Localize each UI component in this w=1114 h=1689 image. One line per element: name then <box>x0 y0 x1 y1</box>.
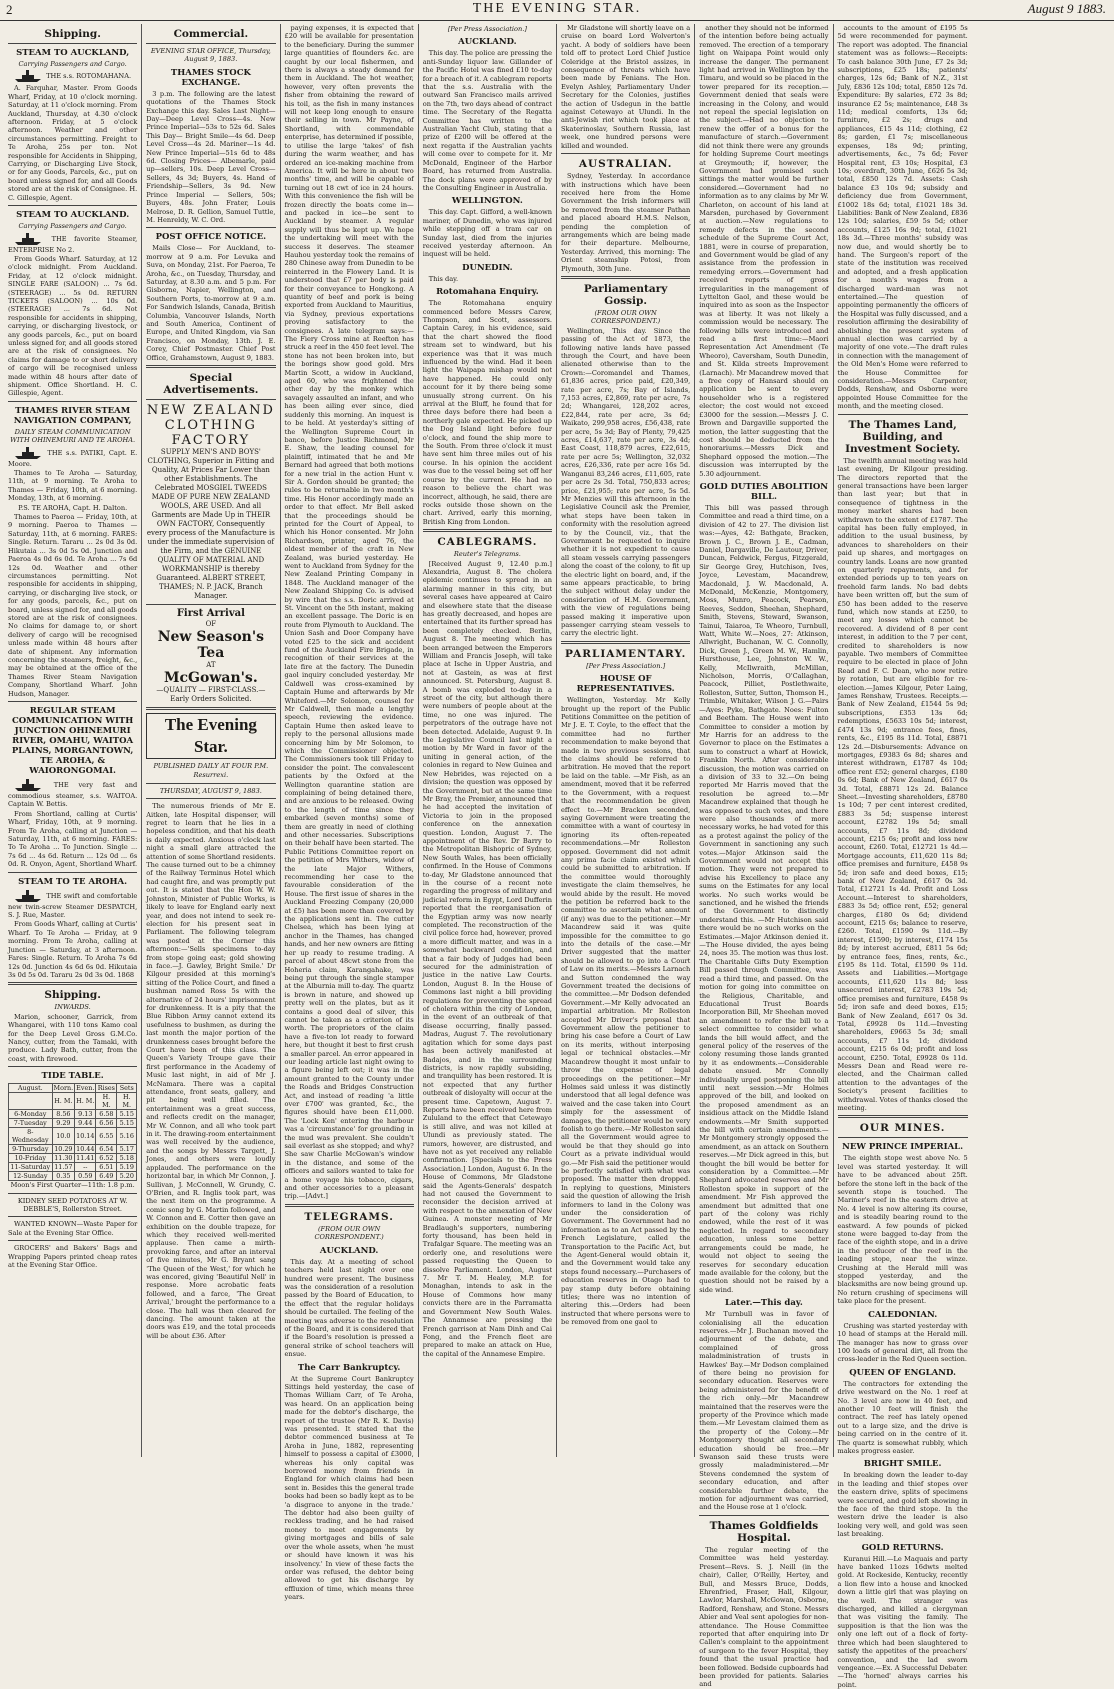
news-body: accounts to the amount of £195 5s 5d were recommended for payment. The report was adopted. The financial statement was as follows:—Receipts: To cash balance 30th June, £7 2s 3d; subscriptions, £25 18s; patients' charges, 12s 6d; Bank of N.Z., 31st July, £836 12s 10d; total, £850 12s 7d. Expenditure: By salaries, £72 3s 8d; insurance £2 5s; maintenance, £48 3s 11d; medical comforts, 13s 6d; furniture, £2 2s; drugs and appliances, £15 4s 11d; clothing, £2 8s; garden, £1 7s; miscellaneous expenses, 18s 9d; printing, advertisements, &c., 7s 6d; Fever Hospital rent, £3 10s; Hospital, £3 10s; overdraft, 30th June, £626 5s 3d; total, £850 12s 7d. Assets: Cash balance £3 10s 9d; subsidy and deficiency due from Government, £1002 18s 6d; total, £1021 18s 3d. Liabilities: Bank of New Zealand, £836 12s 10d; salaries, £59 5s 5d; other accounts, £125 16s 9d; total, £1021 18s 3d.—Three months' subsidy was now due, and would shortly be to hand. The Surgeon's report of the state of the institution was received and adopted, and a fresh application for a month's wages from a discharged ward-man was not entertained.—The question of appointing permanently the officers of the Hospital was fully discussed, and a resolution affirming the desirability of abolishing the present system of annual election was carried by a majority of one vote.—The draft rules in connection with the management of the Old Men's Home were referred to the House Committee for consideration.—Messrs Carpenter, Dodds, Renshaw, and Osborne were appointed House Committee for the month, and the meeting closed. <box>837 24 968 411</box>
news-body: another they should not be informed of the intention before being actually removed. The erection of a temporary light on Waipapa Point would only increase the danger. The permanent light had arrived in Wellington by the Timaru, and would so be placed in the tower prepared for its reception.—Government denied that seals were increasing in the Colony, and would not repeal the special legislation on the subject.—Had no objection to renew the offer of a bonus for the manufacture of starch.—Government did not think there were any grounds for holding Supreme Court meetings at Greymouth; if, however, the Government had promised such sittings the matter would be further considered.—Government had no information as to any claims by Mr W. Charleton, on account of his land at Marsden, purchased by Government at auction.—New regulations to remedy defects in the second schedule of the Supreme Court Act, 1881, were in course of preparation, and Government would be glad of any assistance from the profession in remedying errors.—Government had received reports of gross irregularities in the management of Lyttelton Gaol, and these would be inquired into as soon as the Inspector was at liberty. It was not likely a commission would be necessary. The following bills were introduced and read a first time:—Maori Representation Act Amendment (Te Wheoro), Caversham, South Dunedin, and St. Kilda streets Improvement (Larnach). Mr Macandrew moved that a free copy of Hansard should on application be sent to every householder who is a registered elector; the cost would not exceed £3000 for the session.—Messrs J. C. Brown and Dargaville supported the motion, the latter suggesting that the cost should be deducted from the honorariums.—Messrs Dick and Shephard opposed the motion.—The discussion was interrupted by the 5.30 adjournment. <box>699 24 829 478</box>
building-society-heading: The Thames Land, Building, and Investment Society. <box>845 418 961 455</box>
newspaper-title: THE EVENING STAR. <box>472 1 642 16</box>
divider <box>838 1137 968 1138</box>
ad-heading: STEAM TO TE AROHA. <box>18 876 128 887</box>
tide-cell: -- <box>75 1163 96 1172</box>
column-3 <box>281 24 419 1602</box>
mine-heading: QUEEN OF ENGLAND. <box>849 1367 957 1378</box>
paper-publication-note: PUBLISHED DAILY AT FOUR P.M. <box>153 762 269 770</box>
tide-row <box>9 1128 137 1145</box>
article-heading: Rotomahana Enquiry. <box>436 287 539 298</box>
news-body: Wellington, Yesterday. Mr Kelly brought up the report of the Public Petitions Committee on the petition of Mr J. E. T. Coyle, to the effect that the committee had no further recommendation to make beyond that made in two previous sessions, that the claims should be referred to arbitration. He moved that the report be laid on the table. —Mr Fish, as an amendment, moved that it be referred to the Government, with a request that the recommendation be given effect to.—Mr Bracken seconded, saying Government were treating the committee with a want of courtesy in ignoring its often-repeated recommendations.—Mr Rolleston opposed. Government did not admit any prima facie claim existed which could be submitted to arbitration. If the committee would thoroughly investigate the claim themselves, he would abide by the result. He moved the petition be referred back to the committee to ascertain what amount (if any) was due to the petitioner.—Mr Macandrew said it was quite impossible for the committee to go into the details of the case.—Mr Driver suggested that the matter should be allowed to go into a Court of Law on its merits.—Messrs Larnach and Sutton condemned the way Government treated the decisions of the committee.—Mr Dodson defended Government.—Mr Kelly advocated an impartial arbitration. Mr Rolleston accepted Mr Driver's proposal that Government allow the petitioner to bring his case before a Court of Law on its merits, without interposing legal or technical obstacles.—Mr Macandrew thought it most unfair to throw the expense of legal proceedings on the petitioner.—Mr Holmes said unless it was distinctly understood that all legal defence was waived and the case taken into Court simply for the assessment of damages, the petitioner would be very foolish to go there.—Mr Rolleston said all the Government would agree to would be that they should go into Court as a private individual would go.—Mr Fish said the petitioner would be perfectly satisfied with what was proposed. The matter then dropped. In replying to questions, Ministers said the question of allowing the Irish informers to land in the Colony was under the consideration of Government. The Government had no information as to an Act passed by the French Legislature, called the Transportation to the Pacific Act, but the Agent-General would obtain it, and the Government would take any steps found necessary.—Purchasers of education reserves in Otago had to pay stamp duty before obtaining titles; there was no intention of altering this.—Orders had been instructed that where persons were to be removed from one gaol to <box>561 696 691 1327</box>
news-body: In breaking down the leader to-day in the leading and thief stopes over the eastern drive, splits of specimens were secured, and gold left showing in the face of the third stope. In the western drive the leader is also looking very well, and gold was seen last breaking. <box>837 1471 968 1539</box>
steamship-icon <box>14 778 42 792</box>
special-ads-heading: Special Advertisements. <box>163 372 259 396</box>
column-4 <box>419 24 557 1457</box>
commercial-heading: Commercial. <box>173 28 249 40</box>
ad-subheading: Carrying Passengers and Cargo. <box>18 60 127 68</box>
tide-table <box>8 1083 137 1181</box>
ship-line <box>8 889 137 920</box>
steamship-icon <box>14 232 42 246</box>
tide-cell: 11.57 <box>52 1163 75 1172</box>
ad-heading: REGULAR STEAM COMMUNICATION WITH JUNCTION OHINEMURI RIVER, OMAHU, WAITOA PLAINS, MORGANTOWN, TE AROHA, & WAIORONGOMAI. <box>11 706 134 776</box>
news-body: The regular meeting of the Committee was held yesterday. Present—Revs. S. J. Neill (in the chair), Caller, O'Reilly, Hertey, and Bull, and Messrs Bruce, Dodds, Ehrenfried, Fraser, Hall, Kilgour, Lawlor, Marshall, McGowan, Osborne, Radford, Renshaw, and Stone. Messrs Abier and Veal sent apologies for non-attendance. The House Committee reported that after enquiring into Dr Callen's complaint to the appointment of surgeon to the fever Hospital, they found that the usual practice had been followed. Bedside cupboards had been provided for patients. Salaries and <box>699 1545 829 1689</box>
tide-subheader-cell <box>9 1093 53 1110</box>
news-body: The eighth stope west above No. 5 level was started yesterday. It will have to be advanced about 25ft. before the stone left in the back of the seventh stope is touched. The Mariner's reef in the eastern drive at No. 4 level is now altering its course, and is steadily bearing round to the eastward. A few pounds of picked stone were bagged to-day from the face of the eighth stope, and in a drive in the producer of the reef in the leading stope, near the winze. Crushing at the Herald mill was stopped yesterday, and the blacksmiths are now being ground up. No return crushing of specimens will take place for the present. <box>837 1154 968 1306</box>
ad-subheading: Carrying Passengers and Cargo. <box>18 222 127 231</box>
divider <box>8 1193 137 1194</box>
tide-cell: 11.30 <box>52 1154 75 1163</box>
ad-line: Early Orders Solicited. <box>170 695 252 703</box>
dateline-heading: DUNEDIN. <box>462 262 513 273</box>
shipping-body: Marion, schooner, Garrick, from Whangarei, with 110 tons Kamo coal for the Deep Level Gross G.M.Co. Nancy, cutter, from the Tamaki, with produce. Lady Bath, cutter, from the coast, with firewood. <box>8 1012 138 1063</box>
tide-cell: 6.56 <box>96 1119 117 1128</box>
tide-cell: 5.15 <box>117 1119 137 1128</box>
news-body: [Received August 9, 12.40 p.m.] Alexandria, August 8. The cholera epidemic continues to spread in an alarming manner in this city, but several cases have appeared at Cairo and elsewhere state that the disease has greatly decreased, and hopes are entertained that its further spread has been completely checked. Berlin, August 8. The meeting which has been arranged between the Emperors William and Francis Joseph, will take place at Ische in Upper Austria, and not at Gastein, as was at first announced. St. Petersburg, August 8. A bomb was exploded to-day in a street of the city, but although there were numbers of people about at the time, no one was injured. The perpetrators of the outrage have not been detected. Adelaide, August 9. In the Legislative Council last night a motion by Mr Ward in favor of the uniting in general action, of the colonies in regard to New Guinea and New Hebrides, was rejected on a division; the question was opposed by the Government, but at the same time Mr Bray, the Premier, announced that he had accepted the invitation of Victoria to join in the proposed conference on the annexation question. London, August 7. The appointment of the Rev. Dr Barry to the Metropolitan Bishopric of Sydney, New South Wales, has been officially confirmed. In the House of Commons to-day, Mr Gladstone announced that in the course of a recent note regarding the progress of military and judicial reform in Egypt, Lord Dufferin reported that the reorganisation of the Egyptian army was now nearly completed. The reconstruction of the civil police force had, however, proved a more difficult matter, and was in a somewhat backward condition, and that a fair body of Judges had been secured for the administration of justice in the native Law Courts. London, August 8. In the House of Commons last night a bill providing regulations for preventing the spread of cholera within the city of London, in the event of an outbreak of that disease occurring, finally passed. Madras, August 7. The revolutionary agitation which for some days past has been actively manifested at Badajos, and in the surrounding districts, is now rapidly subsiding, and tranquility has been restored. It is not expected that any further outbreak of disloyalty will occur at the present time. Capetown, August 7. Reports have been received here from Zululand to the effect that Cetewayo is still alive, and was not killed at Ulundi as previously stated. The rumors, however, are distrusted, and have not as yet received any reliable confirmation. [Specials to the Press Association.] London, August 6. In the House of Commons, Mr Gladstone said the Agents-Generals' despatch had not caused the Government to reconsider the decision arrived at with respect to the annexation of New Guinea. A monster meeting of Mr Bradlaugh's supporters, numbering forty thousand, has been held in Trafalgar Square. The meeting was an orderly one, and resolutions were passed requesting the Queen to dissolve Parliament. London, August 7. Mr T. M. Healey, M.P. for Monaghan, intends to ask in the House of Commons how many convicts there are in the Parramatta and Government New South Wales. The Annamese are pressing the French garrison at Nam Dinh and Cai Fong, and the French fleet are prepared to make an attack on Hue, the capital of the Annamese Empire. <box>422 559 552 1358</box>
steamship-icon <box>14 69 42 83</box>
ad-line: OF <box>205 620 217 628</box>
inwards-heading: INWARDS. <box>54 1003 91 1012</box>
divider <box>8 401 137 402</box>
news-body: This day. At a meeting of school teachers held last night over one hundred were present. The business was the consideration of a resolution passed by the Board of Education, to the effect that the regular holidays should be curtailed. The feeling of the meeting was adverse to the resolution of the Board, and it is considered that if the Board's resolution is pressed a general strike of school teachers will ensue. <box>284 1257 414 1359</box>
moon-phase-note: Moon's First Quarter—11th: 1.8 p.m. <box>10 1181 135 1190</box>
news-body: The Rotomahana enquiry commenced before Messrs Carew, Thompson, and Scott, assessors. Captain Carey, in his evidence, said that the chart showed the flood stream set to windward, but his experience was that it was much influenced by the wind. Had it been light the Waipapa mishap would not have happened. He could only account for it by there being some unusually strong current. On his arrival at the Bluff, he found that for three days before there had been a northerly gale expected. He picked up the Dog Island light before four o'clock, and found the ship more to the South. From three o'clock it must have sent him three miles out of his course. In his opinion the accident was due to the vessel being set off her course by the current. He had no reason to believe the chart was incorrect, although, he said, there are rocks outside those shown on the chart. Arrived, early this morning, British King from London. <box>422 299 552 526</box>
column-7 <box>834 24 972 1689</box>
tide-table-body <box>9 1110 137 1181</box>
ad-body: From Goods Wharf, calling at Curtis' Wharf. To Te Aroha — Friday, at 9 morning. From Te Aroha, calling at Junction — Saturday, at 3 afternoon. Fares: Single. Return. To Aroha 7s 6d 12s 0d. Junction 4s 6d 6s 0d. Hikutaia 3s 0d 5s 0d. Tararu 2s 0d 3s 0d. 1868 <box>8 920 138 979</box>
news-body: At the Supreme Court Bankruptcy Sittings held yesterday, the case of Thomas William Carr, of Te Aroha, was heard. On an application being made for the debtor's discharge, the report of the trustee (Mr R. K. Davis) was presented. It stated that the debtor commenced business at Te Aroha in June, 1882, representing himself to possess a capital of £3000, whereas his only capital was borrowed money from friends in England for which claims had been sent in. Besides this the general trade books had been so badly kept as to be 'a disgrace to anyone in the trade.' The debtor had also been guilty of reckless trading, and he had raised money to meet engagements by giving mortgages and bills of sale over the whole assets, when 'he must or should have known it was his insolvency.' In view of these facts the order was refused, the debtor being allowed to get his discharge by effluxion of time, which means three years. <box>284 1374 414 1602</box>
divider <box>8 872 137 873</box>
steamship-icon <box>14 446 42 460</box>
tide-cell: 6.58 <box>96 1110 117 1119</box>
tea-ad <box>146 608 275 704</box>
tide-cell: 10-Friday <box>9 1154 53 1163</box>
divider <box>699 1515 828 1516</box>
steamship-icon <box>14 889 42 903</box>
tide-cell: 9-Thursday <box>9 1145 53 1154</box>
news-body: This day. <box>428 274 459 283</box>
tide-cell: 9.29 <box>52 1119 75 1128</box>
mine-heading: GOLD RETURNS. <box>861 1542 944 1553</box>
column-2 <box>142 24 280 1457</box>
tide-cell: 0.59 <box>75 1172 96 1181</box>
divider <box>423 529 552 532</box>
ad-body: Thames to Paeroa — Friday, 10th, at 9 morning. Paeroa to Thames — Saturday, 11th, at 6 morning. FARES: Single. Return. Tararu ... 2s 0d 3s 0d. Hikutaia ... 3s 0d 5s 0d. Junction and Paeroa 4s 0d 6s 0d. Te Aroha ... 7s 6d 12s 0d. Weather and other circumstances permitting. Not responsible for accidents in shipping, carrying, or discharging live stock, or for any goods, parcels, &c., put on board, unless signed for, and all goods stored are at the risk of consignees. No claims for damage to, or short delivery of cargo will be recognised unless made within 48 hours after date of shipment. Any information concerning the steamers, freight, &c., may be obtained at the office of the Thames River Steam Navigation Company, Shortland Wharf. John Hudson, Manager. <box>8 513 138 698</box>
dateline-heading: WELLINGTON. <box>451 196 523 207</box>
issue-date: August 9 1883. <box>1027 1 1106 16</box>
column-5 <box>557 24 695 1457</box>
ad-line: AT <box>206 661 216 669</box>
tide-cell: 5.20 <box>117 1172 137 1181</box>
hospital-heading: Thames Goldfields Hospital. <box>709 1519 819 1544</box>
parliamentary-heading: PARLIAMENTARY. <box>564 647 687 660</box>
classified-ad: GROCERS' and Bakers' Bags and Wrapping Papers printed cheap rates at the Evening Star Office. <box>8 1244 138 1269</box>
ad-line: First Arrival <box>176 608 245 619</box>
tide-cell: 9.44 <box>75 1119 96 1128</box>
ad-line: —QUALITY — FIRST-CLASS.— <box>156 686 266 694</box>
tide-cell: 11-Saturday <box>10 1163 51 1172</box>
mines-heading: OUR MINES. <box>859 1122 946 1135</box>
cablegrams-heading: CABLEGRAMS. <box>437 536 538 549</box>
divider <box>146 707 275 710</box>
divider <box>8 1066 137 1067</box>
tide-row <box>9 1172 137 1181</box>
news-body: This day. The police are pressing the anti-Sunday liquor law. Gillander of the Pacific Hotel was fined £10 to-day for a breach of it. A cablegram reports that the s.s. Australia with the outward San Francisco mails arrived on the 7th, two days ahead of contract time. The Secretary of the Regatta Committee has written to the Australian Yacht Club, stating that a prize of £200 will be offered at the next regatta if the Australian yachts will come over to compete for it. Mr McDonald, Engineer of the Harbor Board, has returned from Australia. The dock plans were approved of by the Consulting Engineer in Australia. <box>422 49 552 192</box>
tide-subheader-cell: H. M. <box>117 1093 137 1110</box>
paper-date: THURSDAY, AUGUST 9, 1883. <box>159 786 262 795</box>
exchange-heading: THAMES STOCK EXCHANGE. <box>170 67 251 88</box>
column-1 <box>4 24 142 1457</box>
press-association-tag: [Per Press Association.] <box>586 661 666 670</box>
tide-subheader-row <box>9 1093 137 1110</box>
masthead <box>0 0 1114 21</box>
divider <box>146 783 275 784</box>
divider <box>8 43 137 44</box>
ad-body: A. Farquhar, Master. From Goods Wharf, Friday, at 10 o'clock morning. Saturday, at 11 o'clock morning. From Auckland, Thursday, at 4.30 o'clock afternoon. Friday, at 5 o'clock afternoon. Weather and other circumstances permitting. Freight to Te Aroha, 25s per ton. Not responsible for Accidents in Shipping, Carrying, or Discharging Live Stock, or for any Goods, Parcels, &c., put on board unless signed for, and all Goods stored are at the risk of Consignee. H. C. Gillespie, Agent. <box>8 84 138 202</box>
press-association-tag: [Per Press Association.] <box>447 25 527 33</box>
tide-header-cell: August. <box>9 1084 53 1093</box>
divider <box>838 1115 968 1118</box>
paper-motto: Resurrexi. <box>193 771 229 780</box>
ad-line: New Season's Tea <box>157 629 265 661</box>
tide-cell: 9.13 <box>75 1110 96 1119</box>
article-heading: The Carr Bankruptcy. <box>297 1362 401 1373</box>
ship-name: THE favorite Steamer, ENTERPRISE No 2. <box>8 234 138 254</box>
divider <box>146 399 275 400</box>
gossip-source: (FROM OUR OWN CORRESPONDENT.) <box>590 308 661 326</box>
tide-row <box>9 1163 137 1172</box>
ship-line <box>8 446 137 468</box>
tide-row <box>9 1110 137 1119</box>
ad-heading: THAMES RIVER STEAM NAVIGATION COMPANY, <box>13 405 132 426</box>
ad-line: McGowan's. <box>164 670 258 686</box>
mine-heading: CALEDONIAN. <box>868 1309 938 1320</box>
news-body: The twelfth annual meeting was held last evening, Dr Kilgour presiding. The directors reported that the general transactions have been larger than last year; but that in consequence of tightness in the money market shares had been withdrawn to the extent of £1787. The capital has been fully employed, in addition to the usual business, by advances to shareholders on their paid up shares, and mortgages on country lands. Loans are now granted on quarterly repayments, and for extended periods up to ten years on freehold farm lands. No bad debts have been written off, but the sum of £50 has been added to the reserve fund, which now stands at £250, to meet any losses which cannot be recovered. A dividend of 8 per cent interest, in addition to the 7 per cent, credited to shareholders is now payable. Two members of Committee require to be elected in place of John Read and F. C. Dean, who now retire by rotation, but are eligible for re-election.—James Kilgour, Peter Laing, James Renshaw, Trustees. Receipts.—Bank of New Zealand, £1544 5s 9d; subscriptions, £353 13s 6d; redemptions, £5633 10s 5d; interest, £474 13s 9d; entrance fees, fines, rents, &c., £195 8s 11d. Total, £8871 12s 2d.—Disbursements: Advance on mortgages, £9383 6s 8d; shares and interest withdrawn, £1787 4s 10d; office rent £52; general charges, £180 0s 6d; Bank of New Zealand, £617 0s 3d. Total, £8871 12s 2d. Balance Sheet.—Investing shareholders, £8780 1s 10d; 7 per cent interest credited, £883 3s 5d; suspense interest account, £2782 19s 5d; small accounts, £7 11s 8d; dividend account, £215 6s; profit and loss new account, £260. Total, £12721 1s 4d.—Mortgage accounts, £11,620 11s 8d; office premises and furniture, £458 9s 5d; iron safe and deed boxes, £15; bank of New Zealand, £617 0s 3d. Total, £12721 1s 4d. Profit and Loss Account.—Interest to shareholders, £883 3s 5d; office rent, £52; general charges, £180 0s 6d; dividend account, £215 6s; balance to reserve, £260. Total, £1590 9s 11d.—By interest, £1590; by interest, £174 15s 8d; by interest accrued, £811 5s 6d; by entrance fees, fines, rents, &c., £195 8s 11d. Total, £1590 9s 11d. Assets and Liabilities.—Mortgage accounts, £11,620 11s 8d; less unsecured interest, £2783 19s 5d; office premises and furniture, £458 9s 5d; iron safe and deed boxes, £15; Bank of New Zealand, £617 0s 3d. Total, £9928 0s 11d.—Investing shareholders, £9663 5s 3d; small accounts, £7 11s 1d; dividend account, £215 6s 0d; profit and loss account, £250. Total, £9928 0s 11d. Messrs Dean and Read were re-elected, and the Chairman called attention to the advantages of the Society's present facilities to withdrawal. Votes of thanks closed the meeting. <box>837 456 968 1112</box>
ad-body: Thames to Te Aroha — Saturday, 11th, at 9 morning. Te Aroha to Thames — Friday, 10th, at 6 morning. Monday, 13th, at 6 morning. <box>8 469 138 503</box>
office-dateline: EVENING STAR OFFICE, Thursday, August 9, 1883. <box>150 47 271 64</box>
tide-cell: 5.18 <box>117 1154 137 1163</box>
tide-cell: 6.55 <box>96 1128 117 1145</box>
column-6 <box>695 24 833 1689</box>
ship-line <box>8 778 137 809</box>
divider <box>8 1216 137 1217</box>
divider <box>285 1204 414 1207</box>
tide-row <box>9 1119 137 1128</box>
tide-cell: 7-Tuesday <box>9 1119 53 1128</box>
news-body: This day. Capt. Gifford, a well-known mariner, of Dunedin, who was injured while stepping off a tram car on Sunday last, died from the injuries received yesterday afternoon. An inquest will be held. <box>422 208 552 259</box>
ad-subheading: DAILY STEAM COMMUNICATION WITH OHINEMURI AND TE AROHA. <box>10 427 136 445</box>
tide-row <box>9 1145 137 1154</box>
page-number: 2 <box>6 2 13 17</box>
later-heading: Later.—This day. <box>724 1298 803 1309</box>
page-columns <box>4 24 1110 1689</box>
tide-header-cell: Even. <box>76 1084 95 1093</box>
tide-subheader-cell: H. M. <box>96 1093 117 1110</box>
australian-heading: AUSTRALIAN. <box>578 158 673 171</box>
telegrams-source: (FROM OUR OWN CORRESPONDENT.) <box>314 1224 384 1242</box>
divider <box>146 227 275 228</box>
divider <box>146 604 275 605</box>
news-body: Wellington, This day. Since the passing of the Act of 1873, the following native lands have passed through the Court, and have been alienated otherwise than to the Crown:—Coromandel and Thames, 61,836 acres, price paid, £20,349, rate per acre, 7s; Bay of Islands, 7,153 acres, £2,869, rate per acre, 7s 2d; Whangarei, 128,202 acres, £22,844, rate per acre, 3s 6d; Waikato, 299,958 acres, £56,438, rate per acre, 5s 3d; Bay of Plenty, 79,425 acres, £14,637, rate per acre, 3s 4d; East Coast, 118,879 acres, £22,615, rate per acre 5s; Wellington, 32,032 acres, £26,336, rate per acre 16s 5d. Wanganui 83,246 acres, £11,605, rate per acre 2s 3d. Total, 750,833 acres; price, £21,955; rate per acre, 5s 5d. Mr Menzies will this afternoon in the Legislative Council ask the Premier, what steps have been taken in conformity with the resolution agreed to by the Council, viz., that the Government be requested to inquire whether it is not expedient to cause all steam vessels carrying passengers along the coast of the colony, to fit up the electric light on board, and, if the same appears practicable, to bring the subject without delay under the consideration of H.M. Government, with the view of regulations being passed making it imperative upon passenger carrying steam vessels to carry the electric light. <box>561 326 691 638</box>
divider <box>561 153 690 154</box>
post-office-heading: POST OFFICE NOTICE. <box>155 232 267 243</box>
tide-header-cell: Rises <box>97 1084 115 1093</box>
tide-row <box>9 1154 137 1163</box>
ship-name: THE s.s. ROTOMAHANA. <box>46 72 132 81</box>
telegrams-heading: TELEGRAMS. <box>304 1210 394 1223</box>
tide-cell: 10.0 <box>52 1128 75 1145</box>
gossip-heading: Parliamentary Gossip. <box>583 282 668 307</box>
post-office-body: Mails Close— For Auckland, to-morrow at 9 a.m. For Levuka and Suva, on Monday, 21st. For Paeroa, Te Aroha, &c., on Tuesday, Thursday, and Saturday, at 8.30 a.m. and 5 p.m. For Gisborne, Napier, Wellington, and Southern Ports, to-morrow at 9 a.m. For Sandwich Islands, Canada, British Columbia, Vancouver Islands, North and South America, Continent of Europe, and United Kingdom, via San Francisco, on Monday, 13th. J. E. Corey, Chief Postmaster. Chief Post Office, Grahamstown, August 9, 1883. <box>146 244 276 362</box>
news-body: The numerous friends of Mr E. Aitken, late Hospital dispenser, will regret to learn that he lies in a hopeless condition, and that his death is daily expected. Anxious o'clock last night a small glare attracted the attention of some Shortland residents. The cause turned out to be a chimney of the Railway Terminus Hotel which had caught fire, and was promptly put out. It is stated that the Hon W. W. Johnston, Minister of Public Works, is likely to leave for England early next year, and does not intend to seek re-election for his present seat in Parliament. The following telegram was posted at the Corner this afternoon:—'Sells specimens to-day from stope going east; gold showing in face.—J. Gawley, Bright Smile.' Dr Kilgour presided at this morning's sitting of the Police Court, and fined a bushman named Ross 5s with the alternative of 24 hours' imprisonment for drunkenness. It is a pity that the Blue Ribbon Army cannot extend its usefulness to bushmen, as during the last month the major portion of the drunkenness cases brought before the Court have been of this class. The Queen's Variety Troupe gave their first performance in the Academy of Music last night, in aid of Mr J. McNamara. There was a capital attendance, front seats, gallery, and pit being well filled. The entertainment was a great success, and reflects credit on the manager, Mr W. Connon, and all who took part in it. The drawing-room entertainment was well received by the audience, and the songs by Messrs Targett, J. Jones, and others were loudly applauded. The performance on the horizontal bar, in which Mr Connon, J. Sullivan, J. McConnell, W. Grundy, C. O'Brien, and R. Inglis took part, was the next item on the programme. A comic song by G. Martin followed, and W. Connon and E. Cotter then gave an exhibition on the double trapeze, for which they received well-merited applause. Then came a mirth-provoking farce, and after an interval of five minutes, Mr G. Bryant sang 'The Queen of the West,' for which he was encored, giving 'Beautiful Nell' in response. More acrobatic feats followed, and a farce, 'The Great Arrival,' brought the performance to a close. The hall was then cleared for dancing. The amount taken at the doors was £19, and the total proceeds will be about £36. After <box>146 802 276 1340</box>
shipping-heading: Shipping. <box>44 28 101 40</box>
tide-cell: 10.29 <box>52 1145 75 1154</box>
news-body: Sydney, Yesterday. In accordance with instructions which have been received here from the Home Government the Irish informers will be removed from the steamer Pathan and placed aboard H.M.S. Nelson, pending the completion of arrangements which are being made for their departure. Melbourne, Yesterday. Arrived, this morning: The Orient steamship Potosi, from Plymouth, 30th June. <box>561 172 691 273</box>
dateline-heading: AUCKLAND. <box>319 1245 379 1256</box>
tide-header-cell: Morn. <box>53 1084 74 1093</box>
tide-cell: 6-Monday <box>9 1110 53 1119</box>
ship-line <box>8 232 137 254</box>
reuter-tag: Reuter's Telegrams. <box>453 550 521 559</box>
shipping-heading: Shipping. <box>44 989 101 1002</box>
ad-body: From Goods Wharf. Saturday, at 12 o'clock midnight. From Auckland. Friday, at 12 o'clock midnight. SINGLE FARE (SALOON) ... 7s 6d. (STEERAGE) ... 5s 0d. RETURN TICKETS (SALOON) ... 10s 0d. (STEERAGE) ... 7s 6d. Not responsible for accidents in shipping, carrying, or discharging livestock, or any goods parcels, &c., put on board unless signed for, and all goods stored are at the risk of consignees. No claims for damage to or short delivery of cargo will be recognised unless made within 48 hours after date of shipment. Office Shortland. H. C. Gillespie, Agent. <box>8 254 138 398</box>
classified-ad: KIDNEY SEED POTATOES AT W. DEBBLE'S, Rollerston Street. <box>17 1196 128 1213</box>
bill-heading: GOLD DUTIES ABOLITION BILL. <box>699 481 829 502</box>
divider <box>146 365 275 368</box>
news-body: The contractors for extending the drive westward on the No. 1 reef at No. 3 level are now in 40 feet, and another 10 feet will finish the contract. The reef has lately opened out to a large size, and the drive is being carried on in the centre of it. The quartz is somewhat rubbly, which makes progress easier. <box>837 1379 968 1455</box>
tide-cell: 10.44 <box>76 1145 95 1154</box>
ad-body: SUPPLY MEN'S AND BOYS' CLOTHING, Superior in Fitting and Quality, At Prices Far Lower than other Establishments. The Celebrated MOSGIEL TWEEDS MADE OF PURE NEW ZEALAND WOOLS, ARE USED. And all Garments are Made Up in THEIR OWN FACTORY, Consequently every process of the Manufacture is under the immediate supervision of the Firm, and the GENUINE QUALITY OF MATERIAL AND WORKMANSHIP is thereby Guaranteed. ALBERT STREET, THAMES; N. P. JACK, Branch Manager. <box>146 448 275 600</box>
divider <box>8 982 137 985</box>
house-heading: HOUSE OF REPRESENTATIVES. <box>576 674 675 695</box>
news-body: Kuranui Hill.—Le Maquais and party have banked 11ozs 16dwts melted gold. At Rockeside, Kentucky, recently a lion flew into a house and knocked down a little girl that was playing on the well. The stranger was discharged, and killed a clergyman that was visiting the family. The supposition is that the lion was the only one left out of a flock of forty-three which had been slaughtered to satisfy the appetites of the preachers' convention, and the lad sworn vengeance.—Ex. A Successful Debater.—The 'horned' always carries his point. <box>837 1554 968 1689</box>
tide-cell: 0.35 <box>52 1172 75 1181</box>
clothing-factory-ad <box>146 403 275 601</box>
ad-heading: STEAM TO AUCKLAND, <box>16 48 130 58</box>
divider <box>561 276 690 279</box>
tide-cell: 12-Sunday <box>9 1172 53 1181</box>
tide-cell: 8.56 <box>52 1110 75 1119</box>
ship-name: THE very fast and commodious steamer, s.s. WAITOA. Captain W. Bettis. <box>8 781 138 809</box>
divider <box>146 43 275 44</box>
news-body: This bill was passed through Committee and read a third time, on a division of 42 to 27. The division list was:—Ayes, 42: Bathgate, Bracken, Brown J. C., Brown J. E., Cadman, Daniel, Dargaville, De Lautour, Driver, Duncan, Feldwick, Fergus, Fitzgerald, Sir George Grey, Hutchison, Ives, Joyce, Levestam, Macandrew, Macdonald, J. W. Macdonald, A. McDonald, McKenzie, Montgomery, Moss, Munro, Peacock, Pearson, Reeves, Seddon, Sheehan, Shephard, Smith, Stevens, Steward, Swanson, Tainui, Taiaroa, Te Wheoro, Turnbull, Watt, White W.—Noes, 27: Atkinson, Allwright, Buchanan, W. C. Connolly, Dick, Green J., Green M. W., Hamlin, Hursthouse, Lee, Johnston W. W., Kelly, McIlwraith, McMillan, Nicholson, Morris, O'Callaghan, Peacock, Pilliet, Postlethwaite, Rolleston, Sutter, Sutton, Thomson H., Trimble, Whitaker, Wilson J. G.—Pairs—Ayes: Pyke, Bathgate. Noes: Fulton and Beetham. The House went into Committee to consider a motion by Mr Harris for an address to the Governor to place on the Estimates a sum to construct a wharf at Howick, Franklin North. After considerable discussion, the motion was carried on a division of 33 to 32.—On being reported Mr Harris moved that the resolution be agreed to.—Mr Macandrew explained that though he was opposed to such votes, and there were also thousands of more necessary works, he had voted for this as a protest against the policy of the Government in sanctioning any such votes.—Major Atkinson said the Government would not accept this motion. They were not prepared to advise his Excellency to place any sums on the Estimates for any local works. No such works would be sanctioned, and he wished the friends of the Government to distinctly understand this. —Mr Hutchison said there would be no such works on the Estimates.—Major Atkinson denied it.—The House divided, the ayes being 24, noes 35. The motion was thus lost. The Charitable Gifts Duty Exemption Bill passed through Committee, was read a third time, and passed. On the motion for going into committee on the Religious, Charitable, and Educational Trust Boards Incorporation Bill, Mr Sheehan moved an amendment to refer the bill to a select committee to consider what lands the bill would affect, and the general policy of the reserves of the colony resuming those lands granted by it as endowments.—Considerable debate ensued. Mr Connolly individually urged postponing the bill until next session.—Mr Holmes approved of the bill, and looked on the proposed amendment as an insidious attack on the Middle Island endowments.—Mr Smith supported the bill with certain amendments.—Mr Montgomery strongly opposed the amendment, as an attack on Southern reserves.—Mr Dick agreed in this, but thought the bill would be better for consideration by a Committee.—Mr Shephard advocated reserves and Mr Rolleston spoke in support of the amendment. Mr Fish approved the amendment but admitted that one part of the colony was richly endowed, while the rest of it was neglected. In regard to secondary education, unless some better arrangements could be made, he would not object to seeing the reserves for secondary education made available for the colony, but the question should not be raised by a side wind. <box>699 503 829 1294</box>
tide-header-row <box>9 1084 137 1093</box>
divider <box>146 798 275 799</box>
tide-cell: 10.14 <box>75 1128 96 1145</box>
divider <box>8 1240 137 1241</box>
ad-body: From Shortland, calling at Curtis' Wharf, Friday, 10th, at 9 morning. From Te Aroha, calling at Junction — Saturday, 11th, at 6 morning. FARES: To Te Aroha ... To Junction. Single ... 7s 6d ... 4s 6d. Return ... 12s 0d ... 6s 0d. R. Onyon, Agent, Shortland Wharf. <box>8 809 138 869</box>
ad-line: NEW ZEALAND <box>146 403 275 418</box>
news-body: Mr Gladstone will shortly leave on a cruise on board Lord Wolverton's yacht. A body of soldiers have been told off to protect Lord Chief Justice Coleridge at the Bristol assizes, in consequence of threats which have been made by Fenians. The Hon. Evelyn Ashley, Parliamentary Under Secretary for the Colonies, justifies the action of Usdegun in the battle against Cetewayo at Ulundi. In the anti-Jewish riot which took place at Skaterinoslav, Southern Russia, last week, one hundred persons were killed and wounded. <box>561 24 691 150</box>
tide-cell: 5.19 <box>117 1163 137 1172</box>
tide-cell: 6.51 <box>96 1163 117 1172</box>
tide-cell: 8-Wednesday <box>9 1128 53 1145</box>
tide-cell: 5.15 <box>117 1110 137 1119</box>
tide-cell: 6.54 <box>96 1145 117 1154</box>
tide-cell: 5.17 <box>117 1145 137 1154</box>
news-body: paying expenses, it is expected that £20 will be available for presentation to the beneficiary. During the summer large quantities of flounders &c. are caught by our local fishermen, and there is always a steady demand for them in Auckland. The hot weather, however, very often prevents the fisher from obtaining the reward of his toil, as the fish in many instances will not keep long enough to ensure their selling in town. Mr Payne, of Shortland, with commendable enterprise, has determined if possible, to utilise the large 'takes' of fish during the warm weather, and has ordered an ice-making machine from America. It will be here in about two months' time, and will be capable of turning out 18 cwt of ice in 24 hours. With this convenience the fish will be frozen directly the boats come in—and packed in ice—be sent to Auckland by steamer. A regular supply will thus be kept up. We hope the undertaking will meet with the success it deserves. The steamer Hauhou yesterday took the remains of 280 Chinese away from Dunedin to be reinterred in the Flowery Land. It is understood that £7 per body is paid for their conveyance to Hongkong. A quantity of beef and pork is being exported from Auckland to Mauritius, via Sydney, previous exportations proving satisfactory to the consignees. A late telegram says:—The Fiery Cross mine at Reefton has struck a reef in the 450 feet level. The stone has not been broken into, but the borings show good gold. Mrs Martin Scott, a widow in Auckland, aged 60, who was frightened the other day by the monkey which savagely assaulted an infant, and who has been ailing ever since, died suddenly this morning. An inquest is to be held. At yesterday's sitting of the Wellington Supreme Court in banco, before Justice Richmond, Mr E. Shaw, the leading counsel for plaintiff, intimated that he and Mr Bernard had agreed that both motions for a new trial in the action Hunt v. Sir A. Gordon should be granted; the rules to be returnable in two month's time. His Honor accordingly made an order to that effect. Mr Bell asked that the proceedings should be printed for the Court of Appeal, to which his Honor consented. Mr John Richardson, printer, aged 76, the oldest member of the craft in New Zealand, was buried yesterday. He went to Auckland from Sydney for the New Zealand Printing Company in 1848. The Auckland manager of the New Zealand Shipping Co. is advised by wire that the s.s. Doric arrived at St. Vincent on the 5th instant, making an excellent passage. The Doric is en route from Plymouth to Auckland. The Union Sash and Door Company have voted £25 to the sick and accident fund of the Auckland Fire Brigade, in recognition of their services at the late fire at the factory. The Dunedin gaol inquiry concluded yesterday. Mr Caldwell was cross-examined by Captain Hume and afterwards by Mr Whiteford.—Mr Solomon, counsel for Mr Caldwell, then made a lengthy speech, reviewing the evidence. Captain Hume then asked leave to reply to the personal allusions made concerning him by Mr Solomon, to which the Commissioner objected. The Commissioners took till Friday to consider the point. The convalescent patients by the Oxford at the Wellington quarantine station are complaining of being detained there, and are anxious to be released. Owing to the length of time since they embarked (seven months) some of them are greatly in need of clothing and other necessaries. Subscriptions on their behalf have been started. The Public Petitions Committee report on the petition of Mrs Withers, widow of the late Major Withers, recommending her case to the favourable consideration of the House. The first issue of shares in the Auckland Freezing Company (20,000 at £5) has been more than covered by the applications sent in. The cutter Chelsea, which has been lying at anchor in the Thames, has changed hands, and her new owners are fitting her up ready to resume trading. A parcel of about 48cwt stone from the Hoheria claim, Karangahake, was being put through the single stamper at the Alburnia mill to-day. The quartz is brown in nature, and showed up pretty well on the plates, but as it contains a good deal of silver, this cannot be taken as a criterion of its worth. The proprietors of the claim have a five-ton lot ready to forward here, but thought it best to first crush a smaller parcel. An error appeared in our leading article last night owing to a figure being left out; it was in the amount granted to the County under the Roads and Bridges Construction Act, and instead of reading 'a little over £700' was granted, &c., the figures should have been £11,000. The 'Lock Ken' entering the harbour was a 'circumstance' for grounding in the mud was prevalent. She couldn't sail everlast as she stopped; and why? She saw Charlie McGowan's window in the distance, and some of the officers and sailors wanted to take for a home voyage his tobacco, cigars, and other accessories to a pleasant trip.—[Advt.] <box>284 24 414 1201</box>
paper-nameplate: The Evening Star. <box>146 713 275 759</box>
ad-line: CLOTHING FACTORY <box>164 418 257 448</box>
ad-heading: STEAM TO AUCKLAND. <box>16 210 130 221</box>
exchange-body: 3 p.m. The following are the latest quotations of the Thames Stock Exchange this day. Sales Last Night— Day—Deep Level Cross—4s. New Prince Imperial—53s to 52s 6d. Sales This Day— Bright Smile—4s 6d. Deep Level Cross—4s 2d. Mariner—1s 4d. New Prince Imperial—51s 6d to 48s 6d. Closing Prices— Albemarle, paid up—sellers, 10s. Deep Level Cross—Sellers, 4s 3d; Buyers, 4s. Hand of Friendship—Sellers, 3s 9d. New Prince Imperial — Sellers, 50s; Buyers, 48s. John Frater, Louis Melrose, D. R. Gellion, Samuel Tuttle, M. Henreldy, W. C. Ord. <box>146 89 276 224</box>
divider <box>561 641 690 644</box>
divider <box>838 414 968 415</box>
tide-cell: 5.16 <box>117 1128 137 1145</box>
ship-name: THE s.s. PATIKI, Capt. E. Moore. <box>8 448 138 468</box>
mine-heading: BRIGHT SMILE. <box>863 1459 942 1470</box>
tide-cell: 11.41 <box>76 1154 95 1163</box>
ship-line <box>8 69 137 83</box>
mine-heading: NEW PRINCE IMPERIAL. <box>842 1142 964 1153</box>
divider <box>8 205 137 206</box>
tide-subheader-cell: H. M. <box>52 1093 75 1110</box>
ship-name: THE swift and comfortable new twin-screw Steamer DESPATCH, S. J. Rue, Master. <box>8 891 138 920</box>
dateline-heading: AUCKLAND. <box>458 37 517 48</box>
tide-subheader-cell: H. M. <box>75 1093 96 1110</box>
classified-ad: WANTED KNOWN—Waste Paper for Sale at the Evening Star Office. <box>8 1220 138 1237</box>
tide-cell: 6.52 <box>96 1154 117 1163</box>
ship-name: P.S. TE AROHA, Capt. H. Dalton. <box>18 503 128 512</box>
divider <box>8 701 137 702</box>
tide-header-cell: Sets <box>117 1084 137 1093</box>
tide-cell: 6.49 <box>96 1172 117 1181</box>
tide-table-heading: TIDE TABLE. <box>41 1071 104 1082</box>
news-body: Crushing was started yesterday with 10 head of stamps at the Herald mill. The manager has now to grass over 100 loads of general dirt, all from the cross-leader in the Red Queen section. <box>837 1321 968 1364</box>
news-body: Mr Turnbull was in favor of colonialising all the education reserves.—Mr J. Buchanan moved the adjournment of the debate, and complained of gross maladministration of trusts in Hawkes' Bay.—Mr Dodson complained of there being no provision for secondary education. Reserves were being administered for the benefit of the rich only.—Mr Macandrew maintained that the reserves were the property of the Province which made them.—Mr Levestam claimed them as the property of the Colony.—Mr Montgomery thought all secondary education should be free.—Mr Swanson said these trusts were grossly maladministered.—Mr Stevens condemned the system of secondary education, and after considerable further debate, the motion for adjournment was carried, and the House rose at 1 o'clock. <box>699 1310 829 1512</box>
